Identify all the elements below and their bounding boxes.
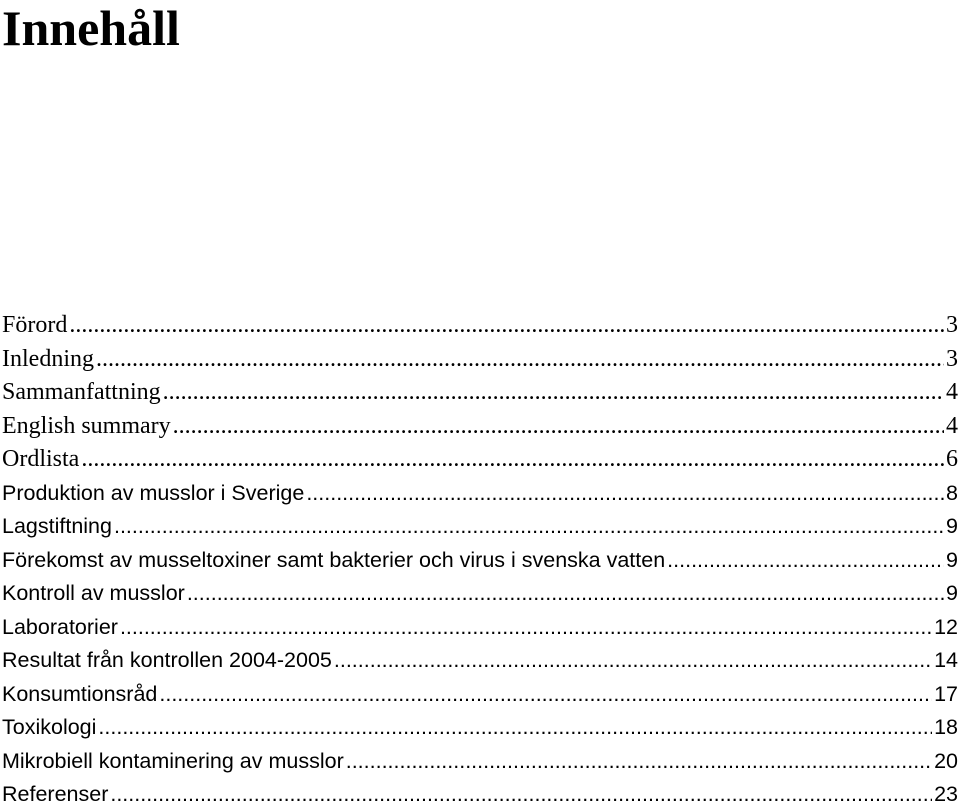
- toc-entry-page: 20: [934, 748, 958, 773]
- toc-entry-title: Förord: [2, 312, 68, 338]
- toc-dot-leader: [346, 745, 932, 779]
- toc-entry[interactable]: [2, 644, 958, 678]
- toc-dot-leader: [96, 343, 944, 377]
- toc-entry-title: Sammanfattning: [2, 379, 161, 405]
- toc-dot-leader: [98, 711, 932, 745]
- toc-dot-leader: [120, 611, 932, 645]
- toc-entry-title: Lagstiftning: [2, 514, 112, 538]
- toc-entry-page: 8: [946, 480, 958, 505]
- toc-entry[interactable]: [2, 477, 958, 511]
- toc-entry[interactable]: [2, 778, 958, 812]
- toc-entry-page: 6: [946, 446, 958, 472]
- toc-entry[interactable]: [2, 611, 958, 645]
- toc-entry-page: 4: [946, 379, 958, 405]
- toc-entry[interactable]: [2, 443, 958, 477]
- toc-entry-page: 14: [934, 648, 958, 672]
- toc-dot-leader: [114, 510, 944, 544]
- toc-entry[interactable]: [2, 678, 958, 712]
- toc-entry-page: 9: [946, 547, 958, 572]
- toc-entry-page: 3: [946, 345, 958, 372]
- toc-dot-leader: [163, 376, 944, 410]
- toc-entry[interactable]: [2, 376, 958, 410]
- toc-entry-page: 12: [934, 614, 958, 639]
- toc-entry-title: Laboratorier: [2, 614, 118, 639]
- toc-entry-title: Ordlista: [2, 446, 80, 472]
- toc-entry-title: Produktion av musslor i Sverige: [2, 480, 305, 505]
- toc-dot-leader: [187, 577, 944, 611]
- toc-entry-title: Mikrobiell kontaminering av musslor: [2, 748, 344, 773]
- toc-entry-page: 3: [946, 312, 958, 338]
- toc-entry-page: 9: [946, 581, 958, 605]
- toc-entry-title: Resultat från kontrollen 2004-2005: [2, 648, 332, 672]
- toc-entry[interactable]: [2, 711, 958, 745]
- toc-dot-leader: [81, 443, 944, 477]
- toc-entry-page: 17: [934, 681, 958, 706]
- toc-entry-title: Toxikologi: [2, 715, 97, 739]
- toc-dot-leader: [159, 678, 932, 712]
- toc-entry-title: Inledning: [2, 345, 94, 372]
- toc-entry-title: Referenser: [2, 782, 109, 806]
- toc-entry-title: English summary: [2, 412, 171, 439]
- toc-entry-title: Förekomst av musseltoxiner samt bakterier och virus i svenska vatten: [2, 547, 666, 572]
- toc-entry[interactable]: [2, 510, 958, 544]
- toc-dot-leader: [334, 644, 932, 678]
- toc-dot-leader: [173, 410, 944, 444]
- toc-entry[interactable]: [2, 309, 958, 343]
- toc-entry-title: Kontroll av musslor: [2, 581, 185, 605]
- toc-entry[interactable]: [2, 544, 958, 578]
- toc-entry-page: 18: [934, 715, 958, 739]
- table-of-contents: [2, 309, 958, 812]
- toc-dot-leader: [110, 778, 932, 812]
- toc-dot-leader: [667, 544, 944, 578]
- toc-entry[interactable]: [2, 745, 958, 779]
- toc-dot-leader: [306, 477, 944, 511]
- toc-entry[interactable]: [2, 577, 958, 611]
- toc-entry-page: 23: [934, 782, 958, 806]
- toc-entry-title: Konsumtionsråd: [2, 681, 158, 706]
- toc-dot-leader: [69, 309, 944, 343]
- toc-entry-page: 4: [946, 412, 958, 439]
- toc-entry[interactable]: [2, 343, 958, 377]
- page-title: Innehåll: [2, 0, 180, 56]
- toc-entry-page: 9: [946, 514, 958, 538]
- toc-entry[interactable]: [2, 410, 958, 444]
